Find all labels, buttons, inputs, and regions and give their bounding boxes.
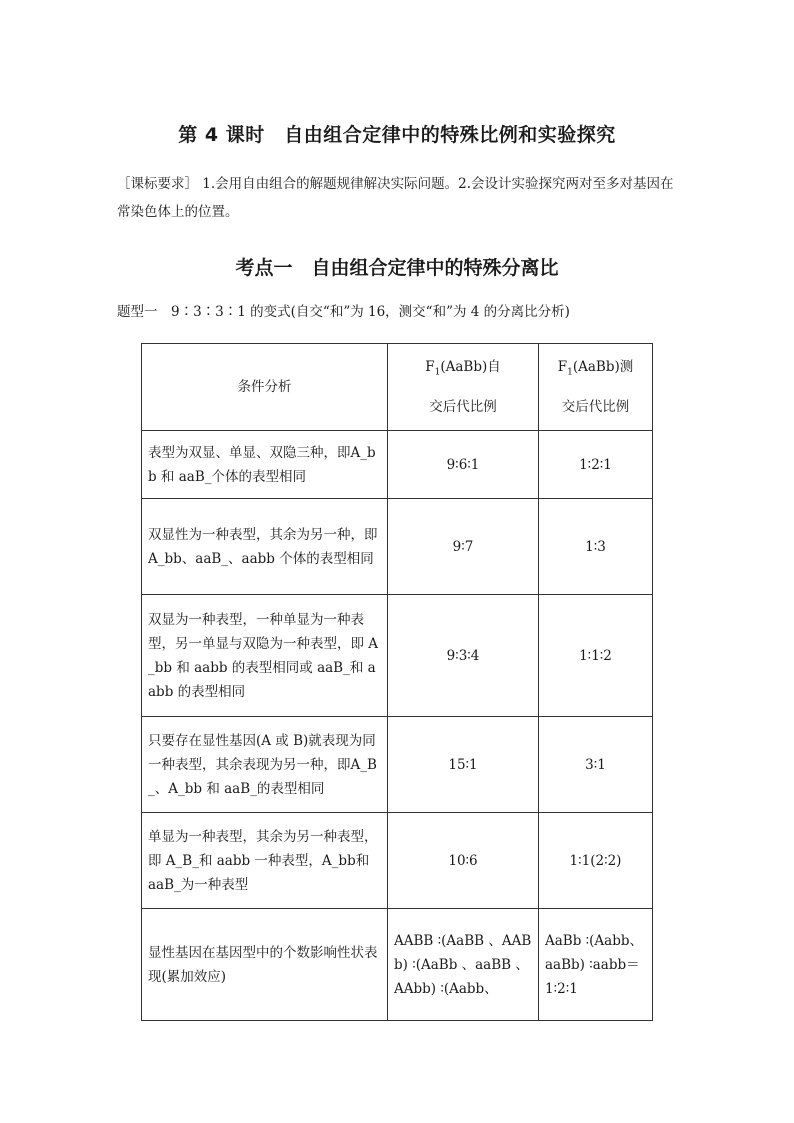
row-condition: 单显为一种表型，其余为另一种表型，即 A_B_和 aabb 一种表型，A_bb和 aaB_为一种表型 — [142, 813, 388, 909]
row-selfing-ratio: 9∶7 — [388, 499, 539, 595]
requirements-tag: ［课标要求］ — [117, 176, 198, 192]
row-testcross-ratio: 1∶1∶2 — [539, 595, 653, 717]
row-testcross-ratio: 1∶1(2∶2) — [539, 813, 653, 909]
table-row — [142, 813, 653, 909]
header-testcross — [539, 344, 653, 431]
row-selfing-ratio: AABB ∶(AaBB 、AABb) ∶(AaBb 、aaBB 、AAbb) ∶(Aabb、 — [388, 909, 539, 1021]
row-condition: 显性基因在基因型中的个数影响性状表现(累加效应) — [142, 909, 388, 1021]
row-selfing-ratio: 9∶3∶4 — [388, 595, 539, 717]
row-testcross-ratio: 1∶2∶1 — [539, 431, 653, 499]
row-condition: 表型为双显、单显、双隐三种，即A_bb 和 aaB_个体的表型相同 — [142, 431, 388, 499]
row-selfing-ratio: 9∶6∶1 — [388, 431, 539, 499]
section-heading: 考点一 自由组合定律中的特殊分离比 — [235, 257, 559, 279]
row-selfing-ratio: 10∶6 — [388, 813, 539, 909]
row-selfing-ratio: 15∶1 — [388, 717, 539, 813]
table-row — [142, 909, 653, 1021]
header-selfing-sub: 1 — [434, 367, 441, 378]
header-testcross-rest: (AaBb)测 — [572, 359, 634, 375]
header-selfing-f: F — [425, 359, 435, 375]
header-selfing-rest: (AaBb)自 — [440, 359, 501, 375]
curriculum-requirements — [117, 170, 682, 226]
row-testcross-ratio: AaBb ∶(Aabb、aaBb) ∶aabb＝1∶2∶1 — [539, 909, 653, 1021]
header-selfing-line1 — [394, 347, 532, 387]
header-selfing — [388, 344, 539, 431]
header-testcross-f: F — [557, 359, 568, 375]
header-testcross-line1 — [545, 347, 646, 387]
lesson-title: 第 4 课时 自由组合定律中的特殊比例和实验探究 — [178, 124, 616, 146]
row-condition: 只要存在显性基因(A 或 B)就表现为同一种表型，其余表现为另一种，即A_B_、A_bb 和 aaB_的表型相同 — [142, 717, 388, 813]
requirements-text: 1.会用自由组合的解题规律解决实际问题。2.会设计实验探究两对至多对基因在常染色体上的位置。 — [117, 176, 674, 220]
header-testcross-line2: 交后代比例 — [561, 399, 630, 415]
table-header-row — [142, 344, 653, 431]
row-condition: 双显性为一种表型，其余为另一种，即 A_bb、aaB_、aabb 个体的表型相同 — [142, 499, 388, 595]
header-testcross-sub: 1 — [567, 367, 573, 378]
table-row — [142, 431, 653, 499]
table-row — [142, 595, 653, 717]
header-selfing-line2: 交后代比例 — [429, 399, 497, 415]
ratio-table — [141, 343, 653, 1021]
header-condition-label: 条件分析 — [237, 379, 292, 395]
row-testcross-ratio: 3∶1 — [539, 717, 653, 813]
question-type-line: 题型一 9∶3∶3∶1 的变式(自交“和”为 16，测交“和”为 4 的分离比分析) — [117, 304, 570, 320]
row-testcross-ratio: 1∶3 — [539, 499, 653, 595]
header-condition — [142, 344, 388, 431]
table-row — [142, 717, 653, 813]
table-row — [142, 499, 653, 595]
row-condition: 双显为一种表型，一种单显为一种表型，另一单显与双隐为一种表型，即 A_bb 和 aabb 的表型相同或 aaB_和 aabb 的表型相同 — [142, 595, 388, 717]
